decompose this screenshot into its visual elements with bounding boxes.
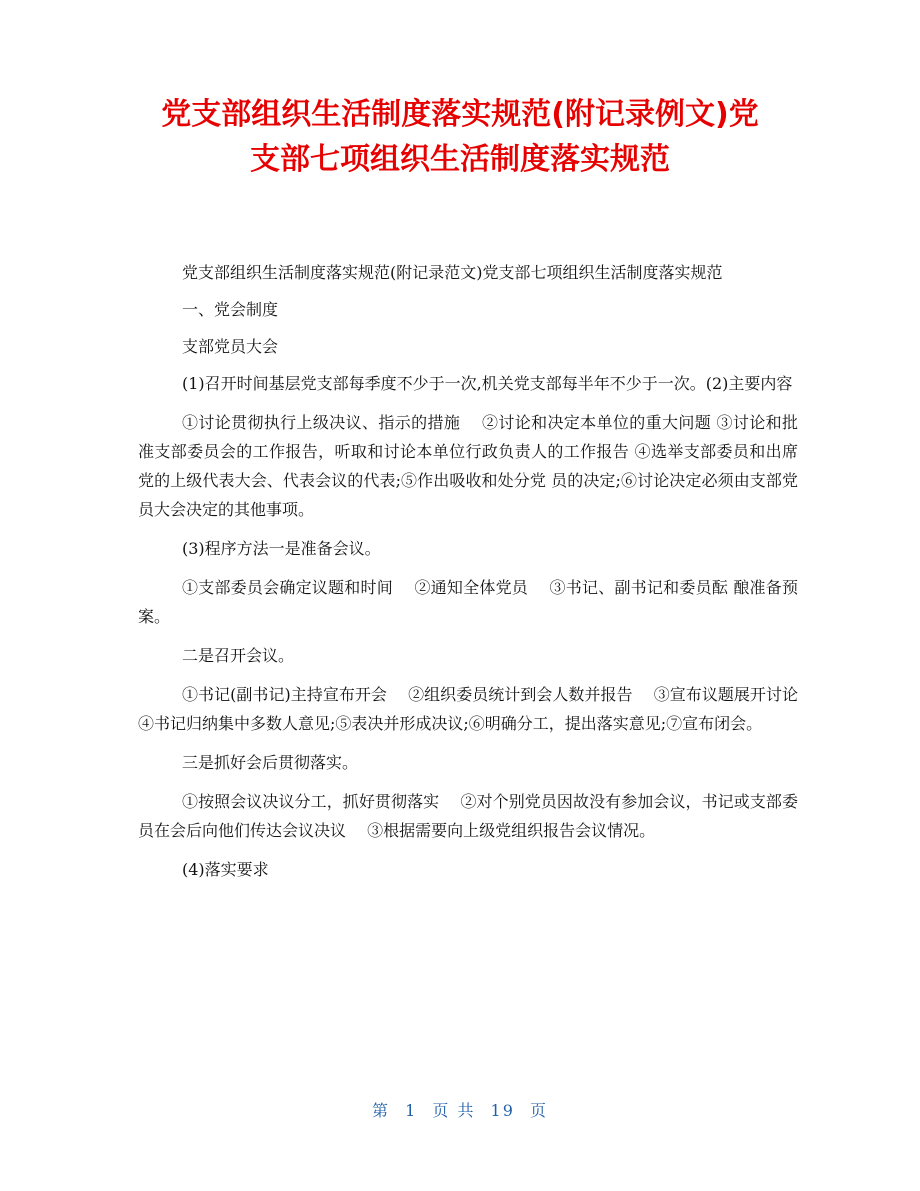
heading-branch-members-meeting: 支部党员大会 [182, 337, 279, 356]
paragraph-requirements: (4)落实要求 [182, 860, 269, 879]
footer-suffix: 页 [530, 1101, 549, 1120]
paragraph-main-content: ①讨论贯彻执行上级决议、指示的措施 ②讨论和决定本单位的重大问题 ③讨论和批准支部委员会的工作报告，听取和讨论本单位行政负责人的工作报告 ④选举支部委员和出席党的上级代表大会、代表会议的代表;⑤作出吸收和处分党 员的决定;⑥讨论决定必须由支部党员大会决定的其他事项。 [138, 413, 798, 519]
paragraph-intro: 党支部组织生活制度落实规范(附记录范文)党支部七项组织生活制度落实规范 [182, 263, 723, 282]
title-line-1: 党支部组织生活制度落实规范(附记录例文)党 [161, 97, 759, 132]
paragraph-meeting-time: (1)召开时间基层党支部每季度不少于一次,机关党支部每半年不少于一次。(2)主要内容 [182, 374, 793, 393]
paragraph-meeting-steps: ①书记(副书记)主持宣布开会 ②组织委员统计到会人数并报告 ③宣布议题展开讨论 ④书记归纳集中多数人意见;⑤表决并形成决议;⑥明确分工，提出落实意见;⑦宣布闭会。 [138, 685, 820, 733]
paragraph-prepare-steps: ①支部委员会确定议题和时间 ②通知全体党员 ③书记、副书记和委员酝 酿准备预案。 [138, 578, 798, 626]
paragraph-procedure-prepare: (3)程序方法一是准备会议。 [182, 539, 381, 558]
paragraph-follow-up: 三是抓好会后贯彻落实。 [182, 753, 359, 772]
page-footer [0, 1098, 920, 1121]
heading-party-meeting-system: 一、党会制度 [182, 300, 279, 319]
footer-prefix: 第 [371, 1101, 390, 1120]
document-title [120, 92, 800, 182]
footer-page-number: 1 [405, 1101, 418, 1120]
paragraph-follow-up-steps: ①按照会议决议分工，抓好贯彻落实 ②对个别党员因故没有参加会议，书记或支部委员在会后向他们传达会议决议 ③根据需要向上级党组织报告会议情况。 [138, 792, 798, 840]
footer-total-pages: 19 [490, 1101, 515, 1120]
title-line-2: 支部七项组织生活制度落实规范 [250, 142, 670, 177]
footer-middle: 页 共 [432, 1101, 476, 1120]
paragraph-hold-meeting: 二是召开会议。 [182, 646, 295, 665]
document-body [138, 258, 820, 892]
